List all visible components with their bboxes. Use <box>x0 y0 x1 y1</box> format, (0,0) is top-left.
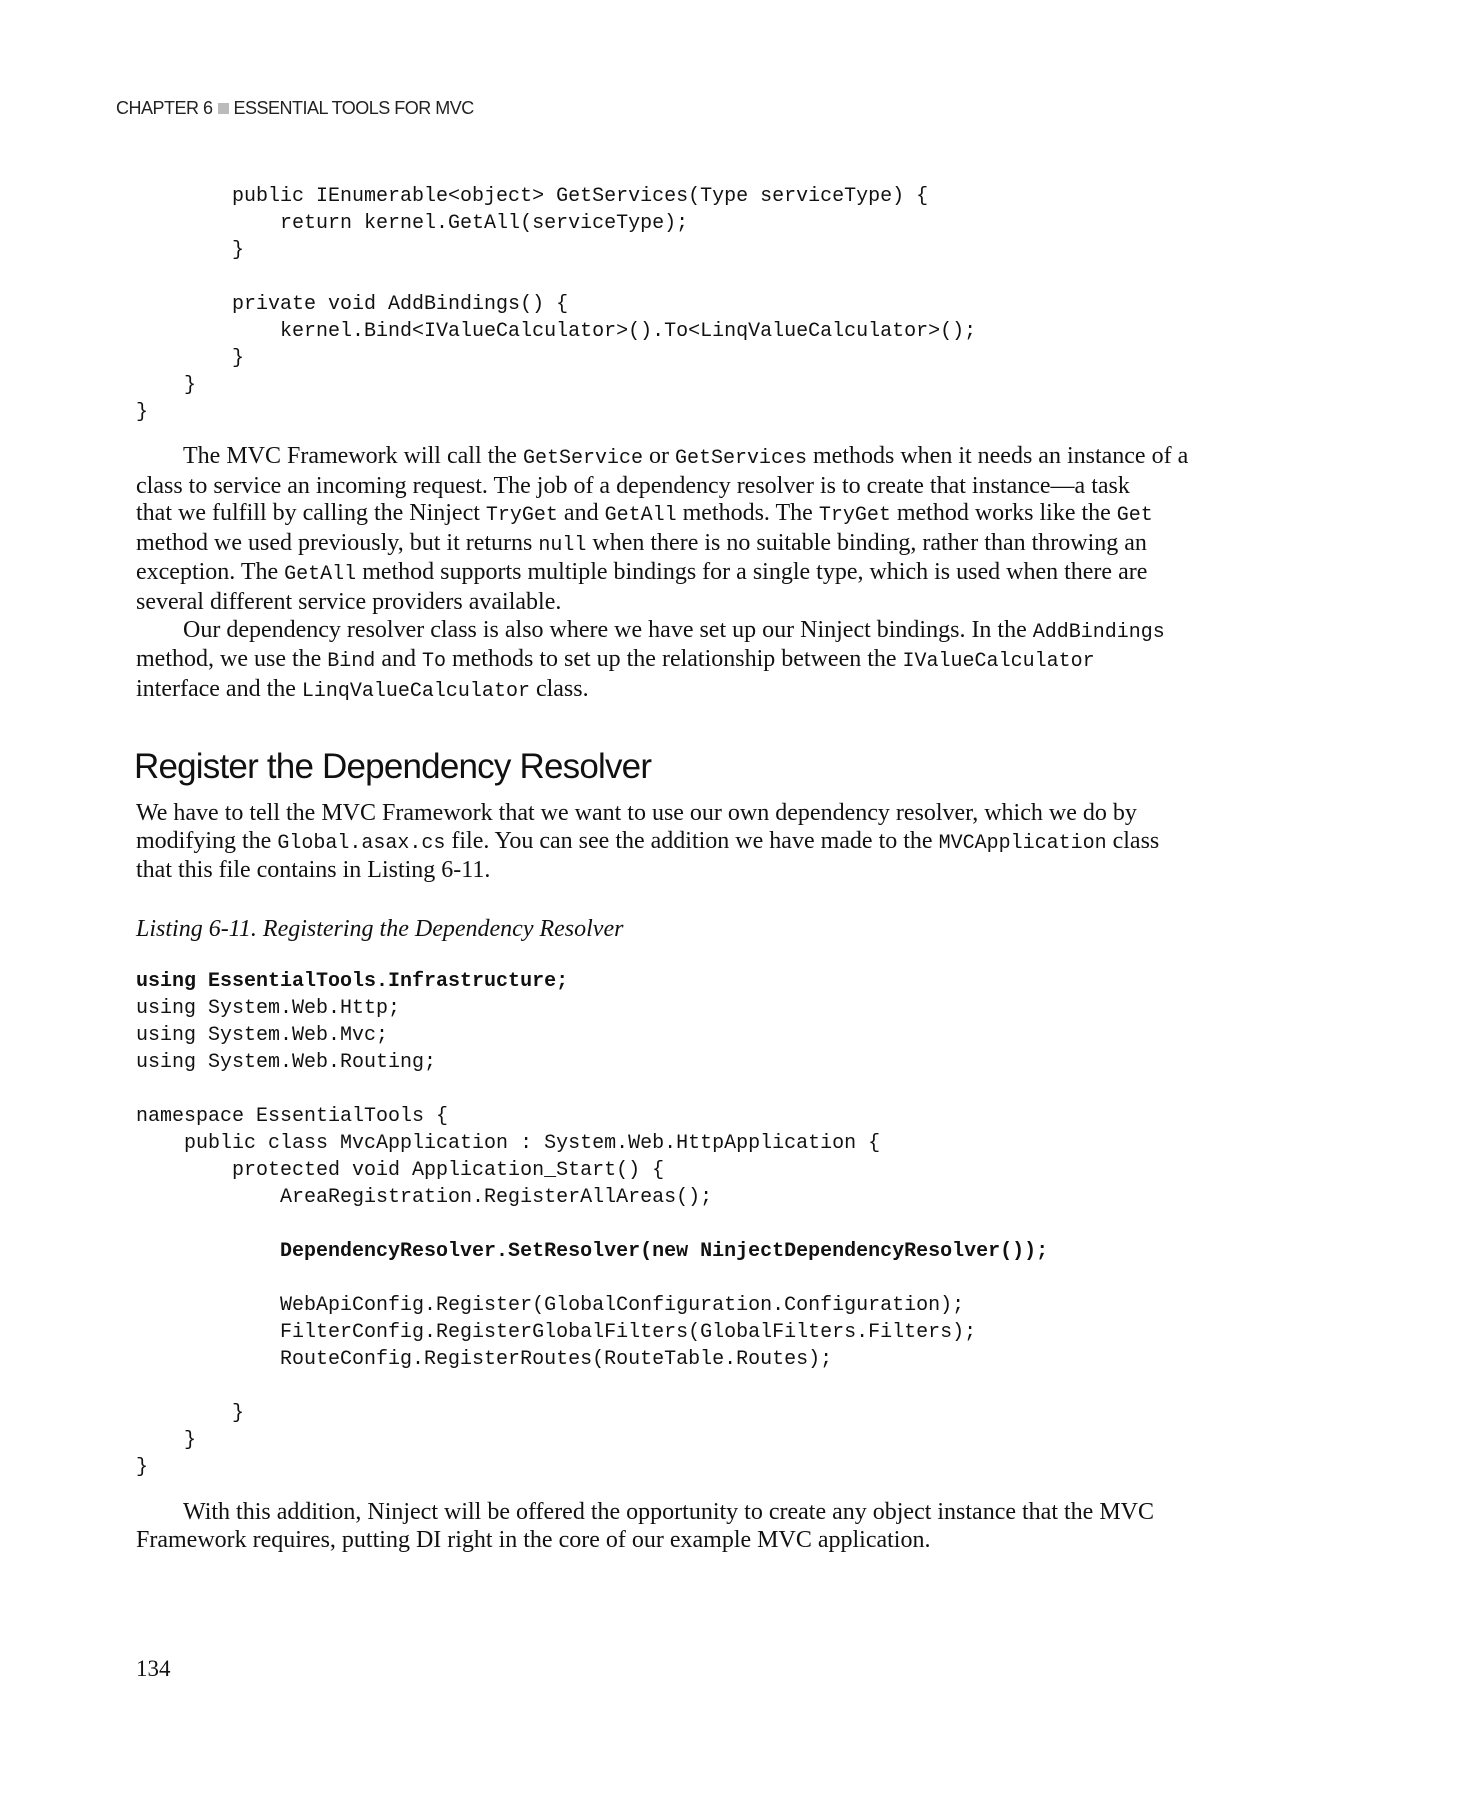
inline-code: TryGet <box>818 504 891 528</box>
code-line-highlighted: DependencyResolver.SetResolver(new NinjectDependencyResolver()); <box>136 1240 1049 1263</box>
inline-code: LinqValueCalculator <box>301 679 530 703</box>
text-run: class to service an incoming request. The job of a dependency resolver is to create that instance—a task <box>136 472 1130 499</box>
text-run: methods. The <box>676 500 819 527</box>
inline-code: MVCApplication <box>938 831 1107 855</box>
code-line: } <box>136 347 245 370</box>
text-run: Our dependency resolver class is also where we have set up our Ninject bindings. In the <box>183 616 1033 643</box>
text-line <box>136 646 1188 676</box>
text-run: methods to set up the relationship between the <box>445 646 903 673</box>
code-line: } <box>136 1429 197 1452</box>
chapter-label: CHAPTER 6 <box>116 98 213 118</box>
inline-code: null <box>538 533 587 557</box>
text-run: and <box>375 646 422 673</box>
square-bullet-icon <box>218 103 229 114</box>
text-line <box>136 617 1188 647</box>
code-line: using System.Web.Mvc; <box>136 1024 389 1047</box>
listing-caption: Listing 6-11. Registering the Dependency Resolver <box>136 916 624 942</box>
text-run: Framework requires, putting DI right in the core of our example MVC application. <box>136 1526 931 1553</box>
text-run: exception. The <box>136 559 285 586</box>
text-run: With this addition, Ninject will be offered the opportunity to create any object instance that the MVC <box>183 1499 1155 1525</box>
code-line: kernel.Bind<IValueCalculator>().To<LinqValueCalculator>(); <box>136 320 977 343</box>
text-run: modifying the <box>136 827 278 854</box>
inline-code: Get <box>1116 504 1153 528</box>
code-line: public class MvcApplication : System.Web.HttpApplication { <box>136 1132 881 1155</box>
code-line: namespace EssentialTools { <box>136 1105 449 1128</box>
chapter-title: ESSENTIAL TOOLS FOR MVC <box>233 98 474 118</box>
text-run: We have to tell the MVC Framework that we want to use our own dependency resolver, which we do by <box>136 800 1137 826</box>
code-line: } <box>136 1402 245 1425</box>
inline-code: IValueCalculator <box>902 650 1095 674</box>
text-line <box>136 443 1188 473</box>
text-line <box>136 559 1188 589</box>
code-line: return kernel.GetAll(serviceType); <box>136 212 689 235</box>
text-line <box>136 589 1188 617</box>
text-run: method works like the <box>890 500 1117 527</box>
text-run: method we used previously, but it returns <box>136 529 539 556</box>
section-heading: Register the Dependency Resolver <box>134 747 652 786</box>
text-line <box>136 1499 1154 1527</box>
code-line: protected void Application_Start() { <box>136 1159 665 1182</box>
code-line: RouteConfig.RegisterRoutes(RouteTable.Routes); <box>136 1348 833 1371</box>
inline-code: GetAll <box>284 563 357 587</box>
inline-code: GetAll <box>604 504 677 528</box>
code-line: } <box>136 374 197 397</box>
inline-code: Bind <box>327 650 376 674</box>
inline-code: TryGet <box>485 504 558 528</box>
body-text-1 <box>136 443 1188 705</box>
body-text-3 <box>136 1499 1154 1554</box>
code-line-highlighted: using EssentialTools.Infrastructure; <box>136 970 569 993</box>
text-line <box>136 530 1188 560</box>
code-listing <box>136 968 1048 1481</box>
code-line: public IEnumerable<object> GetServices(Type serviceType) { <box>136 185 929 208</box>
code-line: WebApiConfig.Register(GlobalConfiguration.Configuration); <box>136 1294 965 1317</box>
inline-code: GetService <box>522 447 643 470</box>
code-snippet-top <box>136 183 976 426</box>
text-run: several different service providers available. <box>136 588 562 615</box>
text-run: method, we use the <box>136 646 328 673</box>
code-line: } <box>136 1456 149 1479</box>
text-line <box>136 828 1159 858</box>
text-line <box>136 676 1188 706</box>
code-line: using System.Web.Routing; <box>136 1051 437 1074</box>
text-run: class. <box>529 675 589 702</box>
running-header <box>116 98 474 119</box>
text-line <box>136 857 1159 885</box>
code-line: } <box>136 239 245 262</box>
body-text-2 <box>136 800 1159 885</box>
text-run: and <box>557 500 605 527</box>
page-number: 134 <box>136 1656 171 1681</box>
code-line: AreaRegistration.RegisterAllAreas(); <box>136 1186 713 1209</box>
code-line: } <box>136 401 149 424</box>
code-line: FilterConfig.RegisterGlobalFilters(GlobalFilters.Filters); <box>136 1321 977 1344</box>
inline-code: To <box>421 650 446 674</box>
inline-code: AddBindings <box>1032 620 1165 644</box>
text-run: methods when it needs an instance of a <box>807 443 1189 469</box>
inline-code: GetServices <box>674 447 807 470</box>
text-run: file. You can see the addition we have made to the <box>445 827 939 854</box>
text-run: method supports multiple bindings for a single type, which is used when there are <box>356 559 1148 586</box>
text-run: when there is no suitable binding, rather than throwing an <box>586 529 1147 556</box>
text-run: class <box>1106 827 1160 854</box>
text-run: The MVC Framework will call the <box>183 443 523 469</box>
text-run: that we fulfill by calling the Ninject <box>136 500 486 527</box>
code-line: using System.Web.Http; <box>136 997 401 1020</box>
text-run: or <box>642 443 675 469</box>
text-line <box>136 800 1159 828</box>
code-line: private void AddBindings() { <box>136 293 569 316</box>
text-line <box>136 473 1188 501</box>
text-run: that this file contains in Listing 6-11. <box>136 857 491 884</box>
inline-code: Global.asax.cs <box>277 831 446 855</box>
text-line <box>136 500 1188 530</box>
text-run: interface and the <box>136 675 302 702</box>
text-line <box>136 1527 1154 1555</box>
